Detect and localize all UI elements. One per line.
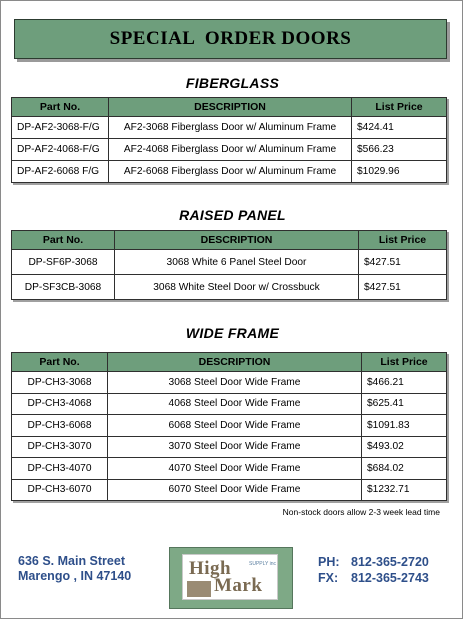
logo-panel (182, 554, 278, 600)
description: AF2-6068 Fiberglass Door w/ Aluminum Frame (109, 161, 352, 183)
wide-frame-table (11, 352, 447, 501)
column-header-price: List Price (352, 98, 447, 117)
list-price: $427.51 (359, 275, 447, 300)
description: 3068 White 6 Panel Steel Door (115, 250, 359, 275)
logo-word-mark: Mark (214, 575, 263, 596)
list-price: $493.02 (362, 436, 447, 458)
phone-label: PH: (318, 555, 340, 569)
description: AF2-3068 Fiberglass Door w/ Aluminum Frame (109, 117, 352, 139)
column-header-part: Part No. (12, 231, 115, 250)
table-row (12, 250, 447, 275)
part-number: DP-CH3-3070 (12, 436, 108, 458)
part-number: DP-SF6P-3068 (12, 250, 115, 275)
logo-bar-mark (187, 581, 211, 597)
table-row (12, 479, 447, 501)
raised-panel-table (11, 230, 447, 300)
list-price: $625.41 (362, 393, 447, 415)
table-row (12, 458, 447, 480)
table-row (12, 117, 447, 139)
table-row (12, 436, 447, 458)
section-title-wide-frame: WIDE FRAME (185, 325, 280, 341)
list-price: $684.02 (362, 458, 447, 480)
column-header-description: DESCRIPTION (115, 231, 359, 250)
description: 6070 Steel Door Wide Frame (108, 479, 362, 501)
description: 3068 White Steel Door w/ Crossbuck (115, 275, 359, 300)
description: 6068 Steel Door Wide Frame (108, 415, 362, 437)
part-number: DP-CH3-4070 (12, 458, 108, 480)
phone-number: 812-365-2720 (351, 555, 429, 569)
part-number: DP-AF2-6068 F/G (12, 161, 109, 183)
list-price: $1029.96 (352, 161, 447, 183)
contact-numbers (318, 554, 429, 586)
table-row (12, 415, 447, 437)
table-row (12, 372, 447, 394)
list-price: $1232.71 (362, 479, 447, 501)
list-price: $427.51 (359, 250, 447, 275)
fiberglass-table (11, 97, 447, 183)
list-price: $466.21 (362, 372, 447, 394)
table-header-row (12, 231, 447, 250)
logo-word-high: High (189, 558, 232, 579)
column-header-description: DESCRIPTION (108, 353, 362, 372)
page-title: SPECIAL ORDER DOORS (14, 19, 447, 59)
part-number: DP-CH3-4068 (12, 393, 108, 415)
logo-tagline: SUPPLY inc (249, 561, 277, 567)
list-price: $566.23 (352, 139, 447, 161)
description: 4068 Steel Door Wide Frame (108, 393, 362, 415)
section-title-fiberglass: FIBERGLASS (185, 75, 280, 91)
address-line-1: 636 S. Main Street (18, 554, 125, 568)
table-header-row (12, 353, 447, 372)
list-price: $424.41 (352, 117, 447, 139)
part-number: DP-AF2-3068-F/G (12, 117, 109, 139)
table-row (12, 139, 447, 161)
description: 4070 Steel Door Wide Frame (108, 458, 362, 480)
part-number: DP-CH3-6068 (12, 415, 108, 437)
fax-label: FX: (318, 571, 339, 585)
fax-number: 812-365-2743 (351, 571, 429, 585)
part-number: DP-SF3CB-3068 (12, 275, 115, 300)
description: 3070 Steel Door Wide Frame (108, 436, 362, 458)
table-row (12, 393, 447, 415)
company-logo (169, 547, 293, 609)
fax-line (318, 570, 429, 586)
column-header-part: Part No. (12, 98, 109, 117)
column-header-price: List Price (359, 231, 447, 250)
description: AF2-4068 Fiberglass Door w/ Aluminum Frame (109, 139, 352, 161)
column-header-part: Part No. (12, 353, 108, 372)
part-number: DP-CH3-3068 (12, 372, 108, 394)
table-row (12, 275, 447, 300)
address-line-2: Marengo , IN 47140 (18, 569, 132, 583)
list-price: $1091.83 (362, 415, 447, 437)
column-header-description: DESCRIPTION (109, 98, 352, 117)
phone-line (318, 554, 429, 570)
table-row (12, 161, 447, 183)
column-header-price: List Price (362, 353, 447, 372)
table-header-row (12, 98, 447, 117)
part-number: DP-AF2-4068-F/G (12, 139, 109, 161)
description: 3068 Steel Door Wide Frame (108, 372, 362, 394)
part-number: DP-CH3-6070 (12, 479, 108, 501)
store-address (18, 554, 131, 584)
section-title-raised-panel: RAISED PANEL (179, 207, 286, 223)
lead-time-note: Non-stock doors allow 2-3 week lead time (282, 507, 440, 517)
